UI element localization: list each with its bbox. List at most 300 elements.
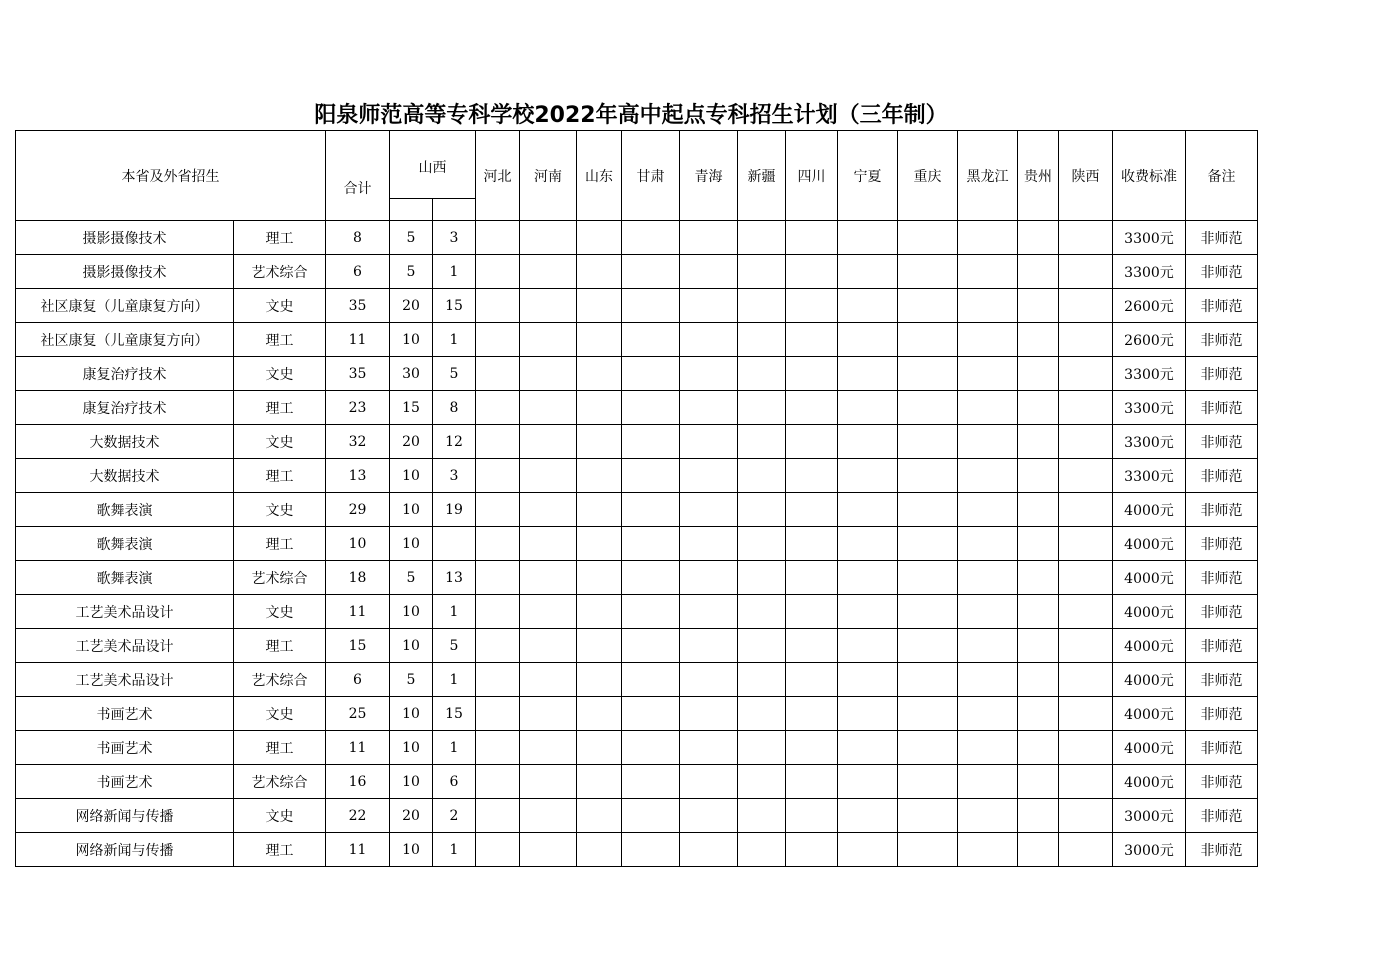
province-empty-cell: [958, 595, 1018, 629]
shanxi-1-cell: 30: [390, 357, 433, 391]
major-cell: 摄影摄像技术: [16, 255, 234, 289]
province-empty-cell: [838, 493, 898, 527]
province-empty-cell: [738, 595, 786, 629]
province-empty-cell: [738, 697, 786, 731]
province-empty-cell: [520, 391, 577, 425]
province-empty-cell: [622, 357, 680, 391]
province-empty-cell: [786, 459, 838, 493]
province-empty-cell: [958, 527, 1018, 561]
shanxi-2-cell: 5: [433, 629, 476, 663]
province-empty-cell: [680, 357, 738, 391]
province-empty-cell: [838, 833, 898, 867]
fee-cell: 3300元: [1113, 255, 1186, 289]
province-empty-cell: [476, 527, 520, 561]
province-empty-cell: [622, 527, 680, 561]
note-cell: 非师范: [1186, 595, 1258, 629]
major-cell: 工艺美术品设计: [16, 663, 234, 697]
major-cell: 书画艺术: [16, 765, 234, 799]
total-cell: 35: [326, 357, 390, 391]
province-empty-cell: [1018, 765, 1059, 799]
province-empty-cell: [958, 731, 1018, 765]
province-empty-cell: [1059, 595, 1113, 629]
province-empty-cell: [476, 289, 520, 323]
header-total-label: 合计: [343, 180, 372, 197]
province-empty-cell: [476, 731, 520, 765]
province-empty-cell: [958, 697, 1018, 731]
shanxi-2-cell: 1: [433, 663, 476, 697]
header-province-1: 河南: [520, 131, 577, 221]
table-row: [16, 629, 1258, 663]
table-row: [16, 595, 1258, 629]
province-empty-cell: [738, 833, 786, 867]
header-province-10: 贵州: [1018, 131, 1059, 221]
province-empty-cell: [898, 221, 958, 255]
shanxi-2-cell: 1: [433, 833, 476, 867]
fee-cell: 4000元: [1113, 629, 1186, 663]
province-empty-cell: [838, 561, 898, 595]
shanxi-1-cell: 5: [390, 561, 433, 595]
fee-cell: 4000元: [1113, 663, 1186, 697]
province-empty-cell: [898, 289, 958, 323]
province-empty-cell: [1018, 833, 1059, 867]
province-empty-cell: [622, 833, 680, 867]
province-empty-cell: [622, 731, 680, 765]
fee-cell: 3300元: [1113, 459, 1186, 493]
table-row: [16, 289, 1258, 323]
category-cell: 理工: [234, 629, 326, 663]
fee-cell: 3000元: [1113, 833, 1186, 867]
province-empty-cell: [1018, 663, 1059, 697]
table-row: [16, 323, 1258, 357]
note-cell: 非师范: [1186, 561, 1258, 595]
note-cell: 非师范: [1186, 731, 1258, 765]
province-empty-cell: [476, 459, 520, 493]
province-empty-cell: [1018, 561, 1059, 595]
province-empty-cell: [838, 629, 898, 663]
province-empty-cell: [1059, 629, 1113, 663]
province-empty-cell: [680, 289, 738, 323]
fee-cell: 3000元: [1113, 799, 1186, 833]
province-empty-cell: [738, 425, 786, 459]
province-empty-cell: [786, 527, 838, 561]
table-row: [16, 663, 1258, 697]
province-empty-cell: [622, 799, 680, 833]
province-empty-cell: [680, 255, 738, 289]
category-cell: 文史: [234, 357, 326, 391]
province-empty-cell: [738, 731, 786, 765]
shanxi-1-cell: 20: [390, 799, 433, 833]
province-empty-cell: [680, 425, 738, 459]
note-cell: 非师范: [1186, 799, 1258, 833]
province-empty-cell: [622, 391, 680, 425]
province-empty-cell: [1059, 731, 1113, 765]
total-cell: 22: [326, 799, 390, 833]
province-empty-cell: [898, 493, 958, 527]
province-empty-cell: [680, 561, 738, 595]
province-empty-cell: [958, 493, 1018, 527]
shanxi-1-cell: 10: [390, 765, 433, 799]
province-empty-cell: [898, 629, 958, 663]
shanxi-2-cell: 1: [433, 255, 476, 289]
category-cell: 文史: [234, 425, 326, 459]
province-empty-cell: [680, 731, 738, 765]
note-cell: 非师范: [1186, 493, 1258, 527]
province-empty-cell: [1059, 697, 1113, 731]
province-empty-cell: [476, 629, 520, 663]
province-empty-cell: [476, 595, 520, 629]
fee-cell: 3300元: [1113, 357, 1186, 391]
province-empty-cell: [622, 595, 680, 629]
note-cell: 非师范: [1186, 425, 1258, 459]
province-empty-cell: [838, 459, 898, 493]
province-empty-cell: [680, 765, 738, 799]
province-empty-cell: [520, 697, 577, 731]
note-cell: 非师范: [1186, 323, 1258, 357]
province-empty-cell: [958, 221, 1018, 255]
province-empty-cell: [838, 425, 898, 459]
province-empty-cell: [958, 765, 1018, 799]
province-empty-cell: [838, 527, 898, 561]
province-empty-cell: [958, 289, 1018, 323]
shanxi-2-cell: 13: [433, 561, 476, 595]
note-cell: 非师范: [1186, 391, 1258, 425]
note-cell: 非师范: [1186, 833, 1258, 867]
province-empty-cell: [520, 289, 577, 323]
province-empty-cell: [520, 595, 577, 629]
note-cell: 非师范: [1186, 221, 1258, 255]
province-empty-cell: [898, 323, 958, 357]
total-cell: 25: [326, 697, 390, 731]
major-cell: 大数据技术: [16, 459, 234, 493]
province-empty-cell: [838, 221, 898, 255]
province-empty-cell: [1018, 323, 1059, 357]
fee-cell: 3300元: [1113, 425, 1186, 459]
total-cell: 10: [326, 527, 390, 561]
province-empty-cell: [958, 799, 1018, 833]
header-province-4: 青海: [680, 131, 738, 221]
province-empty-cell: [898, 663, 958, 697]
province-empty-cell: [786, 221, 838, 255]
province-empty-cell: [786, 799, 838, 833]
province-empty-cell: [1018, 629, 1059, 663]
province-empty-cell: [838, 255, 898, 289]
province-empty-cell: [958, 391, 1018, 425]
province-empty-cell: [577, 391, 622, 425]
header-fee: 收费标准: [1113, 131, 1186, 221]
shanxi-2-cell: 1: [433, 595, 476, 629]
province-empty-cell: [786, 493, 838, 527]
province-empty-cell: [622, 459, 680, 493]
header-note: 备注: [1186, 131, 1258, 221]
province-empty-cell: [520, 765, 577, 799]
shanxi-2-cell: 8: [433, 391, 476, 425]
header-province-9: 黑龙江: [958, 131, 1018, 221]
province-empty-cell: [622, 697, 680, 731]
province-empty-cell: [1018, 357, 1059, 391]
province-empty-cell: [786, 629, 838, 663]
fee-cell: 4000元: [1113, 731, 1186, 765]
province-empty-cell: [958, 425, 1018, 459]
category-cell: 理工: [234, 527, 326, 561]
province-empty-cell: [1018, 289, 1059, 323]
fee-cell: 4000元: [1113, 765, 1186, 799]
province-empty-cell: [520, 731, 577, 765]
note-cell: 非师范: [1186, 527, 1258, 561]
header-major: 本省及外省招生: [16, 131, 326, 221]
shanxi-2-cell: 19: [433, 493, 476, 527]
major-cell: 网络新闻与传播: [16, 799, 234, 833]
major-cell: 工艺美术品设计: [16, 629, 234, 663]
province-empty-cell: [577, 459, 622, 493]
province-empty-cell: [738, 629, 786, 663]
header-province-11: 陕西: [1059, 131, 1113, 221]
total-cell: 16: [326, 765, 390, 799]
province-empty-cell: [1018, 221, 1059, 255]
province-empty-cell: [1059, 289, 1113, 323]
header-province-0: 河北: [476, 131, 520, 221]
province-empty-cell: [1059, 323, 1113, 357]
shanxi-2-cell: 12: [433, 425, 476, 459]
province-empty-cell: [577, 663, 622, 697]
page-title: 阳泉师范高等专科学校2022年高中起点专科招生计划（三年制）: [314, 103, 948, 128]
province-empty-cell: [680, 595, 738, 629]
province-empty-cell: [786, 663, 838, 697]
province-empty-cell: [622, 255, 680, 289]
province-empty-cell: [622, 629, 680, 663]
province-empty-cell: [520, 323, 577, 357]
table-row: [16, 221, 1258, 255]
province-empty-cell: [520, 493, 577, 527]
note-cell: 非师范: [1186, 765, 1258, 799]
total-cell: 13: [326, 459, 390, 493]
province-empty-cell: [577, 493, 622, 527]
table-row: [16, 697, 1258, 731]
province-empty-cell: [898, 799, 958, 833]
total-cell: 11: [326, 731, 390, 765]
note-cell: 非师范: [1186, 697, 1258, 731]
note-cell: 非师范: [1186, 629, 1258, 663]
total-cell: 32: [326, 425, 390, 459]
province-empty-cell: [680, 629, 738, 663]
category-cell: 文史: [234, 799, 326, 833]
fee-cell: 2600元: [1113, 323, 1186, 357]
province-empty-cell: [738, 391, 786, 425]
shanxi-1-cell: 5: [390, 663, 433, 697]
province-empty-cell: [520, 527, 577, 561]
shanxi-2-cell: 15: [433, 289, 476, 323]
province-empty-cell: [738, 357, 786, 391]
province-empty-cell: [680, 221, 738, 255]
province-empty-cell: [898, 527, 958, 561]
shanxi-2-cell: 5: [433, 357, 476, 391]
province-empty-cell: [476, 323, 520, 357]
total-cell: 6: [326, 255, 390, 289]
province-empty-cell: [786, 697, 838, 731]
category-cell: 理工: [234, 731, 326, 765]
province-empty-cell: [786, 323, 838, 357]
province-empty-cell: [476, 663, 520, 697]
total-cell: 15: [326, 629, 390, 663]
header-province-6: 四川: [786, 131, 838, 221]
province-empty-cell: [1018, 459, 1059, 493]
province-empty-cell: [838, 357, 898, 391]
province-empty-cell: [1018, 425, 1059, 459]
province-empty-cell: [577, 595, 622, 629]
total-cell: 23: [326, 391, 390, 425]
table-row: [16, 527, 1258, 561]
province-empty-cell: [680, 663, 738, 697]
shanxi-1-cell: 10: [390, 323, 433, 357]
note-cell: 非师范: [1186, 357, 1258, 391]
province-empty-cell: [476, 697, 520, 731]
province-empty-cell: [680, 323, 738, 357]
shanxi-2-cell: 3: [433, 221, 476, 255]
province-empty-cell: [738, 255, 786, 289]
major-cell: 社区康复（儿童康复方向）: [16, 289, 234, 323]
province-empty-cell: [1059, 799, 1113, 833]
province-empty-cell: [738, 289, 786, 323]
header-shanxi-sub-2: [433, 199, 476, 221]
province-empty-cell: [738, 799, 786, 833]
province-empty-cell: [958, 255, 1018, 289]
shanxi-1-cell: 20: [390, 289, 433, 323]
province-empty-cell: [838, 799, 898, 833]
fee-cell: 4000元: [1113, 493, 1186, 527]
province-empty-cell: [1018, 255, 1059, 289]
province-empty-cell: [898, 561, 958, 595]
province-empty-cell: [838, 765, 898, 799]
province-empty-cell: [1059, 459, 1113, 493]
category-cell: 文史: [234, 289, 326, 323]
note-cell: 非师范: [1186, 289, 1258, 323]
province-empty-cell: [786, 425, 838, 459]
category-cell: 艺术综合: [234, 663, 326, 697]
category-cell: 艺术综合: [234, 255, 326, 289]
province-empty-cell: [622, 221, 680, 255]
province-empty-cell: [577, 255, 622, 289]
province-empty-cell: [622, 663, 680, 697]
province-empty-cell: [958, 561, 1018, 595]
major-cell: 社区康复（儿童康复方向）: [16, 323, 234, 357]
province-empty-cell: [838, 595, 898, 629]
header-province-7: 宁夏: [838, 131, 898, 221]
table-row: [16, 493, 1258, 527]
total-cell: 6: [326, 663, 390, 697]
province-empty-cell: [958, 323, 1018, 357]
total-cell: 18: [326, 561, 390, 595]
major-cell: 大数据技术: [16, 425, 234, 459]
province-empty-cell: [786, 255, 838, 289]
province-empty-cell: [1059, 221, 1113, 255]
header-row: [16, 131, 1258, 199]
table-row: [16, 799, 1258, 833]
enrollment-plan-table: [15, 130, 1258, 867]
category-cell: 理工: [234, 459, 326, 493]
province-empty-cell: [786, 731, 838, 765]
fee-cell: 4000元: [1113, 595, 1186, 629]
province-empty-cell: [476, 799, 520, 833]
province-empty-cell: [577, 561, 622, 595]
fee-cell: 4000元: [1113, 561, 1186, 595]
province-empty-cell: [520, 357, 577, 391]
province-empty-cell: [838, 731, 898, 765]
province-empty-cell: [622, 765, 680, 799]
province-empty-cell: [520, 799, 577, 833]
header-province-3: 甘肃: [622, 131, 680, 221]
shanxi-1-cell: 10: [390, 493, 433, 527]
fee-cell: 4000元: [1113, 697, 1186, 731]
province-empty-cell: [958, 833, 1018, 867]
province-empty-cell: [786, 289, 838, 323]
province-empty-cell: [1059, 765, 1113, 799]
province-empty-cell: [680, 799, 738, 833]
province-empty-cell: [1059, 561, 1113, 595]
table-row: [16, 255, 1258, 289]
major-cell: 书画艺术: [16, 731, 234, 765]
province-empty-cell: [838, 289, 898, 323]
province-empty-cell: [577, 629, 622, 663]
province-empty-cell: [622, 561, 680, 595]
category-cell: 理工: [234, 833, 326, 867]
province-empty-cell: [738, 493, 786, 527]
province-empty-cell: [898, 425, 958, 459]
header-total: [326, 131, 390, 221]
major-cell: 工艺美术品设计: [16, 595, 234, 629]
province-empty-cell: [577, 833, 622, 867]
province-empty-cell: [738, 765, 786, 799]
province-empty-cell: [577, 731, 622, 765]
province-empty-cell: [838, 391, 898, 425]
province-empty-cell: [786, 765, 838, 799]
category-cell: 艺术综合: [234, 765, 326, 799]
province-empty-cell: [476, 561, 520, 595]
province-empty-cell: [680, 459, 738, 493]
province-empty-cell: [1059, 527, 1113, 561]
note-cell: 非师范: [1186, 255, 1258, 289]
province-empty-cell: [622, 289, 680, 323]
province-empty-cell: [577, 357, 622, 391]
province-empty-cell: [1018, 697, 1059, 731]
category-cell: 文史: [234, 493, 326, 527]
province-empty-cell: [476, 391, 520, 425]
total-cell: 35: [326, 289, 390, 323]
shanxi-1-cell: 5: [390, 221, 433, 255]
province-empty-cell: [898, 765, 958, 799]
province-empty-cell: [476, 833, 520, 867]
header-province-2: 山东: [577, 131, 622, 221]
major-cell: 歌舞表演: [16, 561, 234, 595]
province-empty-cell: [1059, 391, 1113, 425]
header-shanxi-sub-1: [390, 199, 433, 221]
major-cell: 歌舞表演: [16, 493, 234, 527]
major-cell: 书画艺术: [16, 697, 234, 731]
province-empty-cell: [958, 629, 1018, 663]
province-empty-cell: [786, 391, 838, 425]
table-row: [16, 391, 1258, 425]
province-empty-cell: [577, 323, 622, 357]
province-empty-cell: [622, 425, 680, 459]
province-empty-cell: [738, 663, 786, 697]
province-empty-cell: [1018, 799, 1059, 833]
major-cell: 康复治疗技术: [16, 357, 234, 391]
province-empty-cell: [476, 221, 520, 255]
province-empty-cell: [622, 493, 680, 527]
province-empty-cell: [1059, 493, 1113, 527]
shanxi-1-cell: 10: [390, 595, 433, 629]
province-empty-cell: [577, 527, 622, 561]
province-empty-cell: [1018, 493, 1059, 527]
province-empty-cell: [577, 289, 622, 323]
